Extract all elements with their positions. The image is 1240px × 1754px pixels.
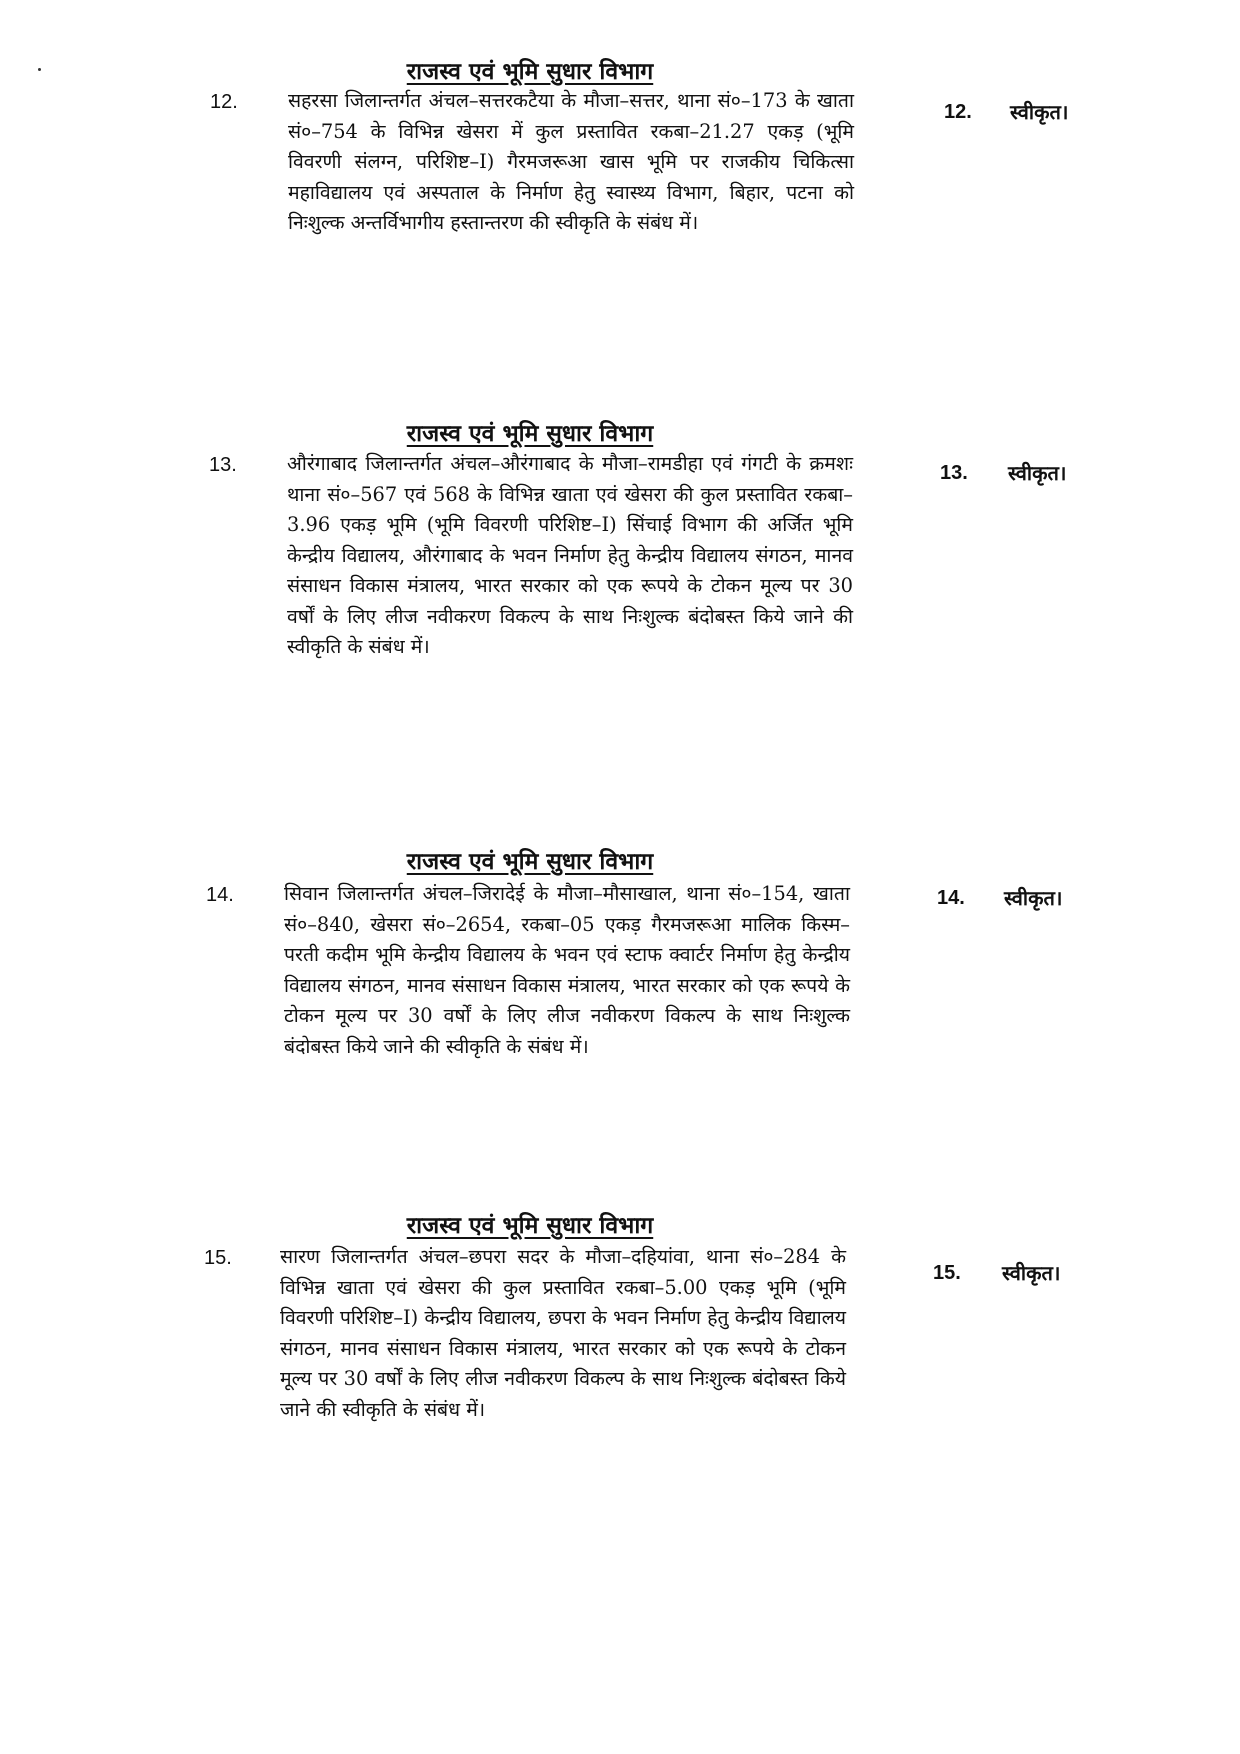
decision-status: स्वीकृत। (1010, 100, 1069, 124)
department-heading: राजस्व एवं भूमि सुधार विभाग (406, 58, 654, 85)
item-number: 14. (206, 884, 234, 906)
item-description: सारण जिलान्तर्गत अंचल–छपरा सदर के मौजा–दहियांवा, थाना सं०–284 के विभिन्न खाता एवं खेसरा की कुल प्रस्तावित रकबा–5.00 एकड़ भूमि (भूमि विवरणी परिशिष्ट–I) केन्द्रीय विद्यालय, छपरा के भवन निर्माण हेतु केन्द्रीय विद्यालय संगठन, मानव संसाधन विकास मंत्रालय, भारत सरकार को एक रूपये के टोकन मूल्य पर 30 वर्षों के लिए लीज नवीकरण विकल्प के साथ निःशुल्क बंदोबस्त किये जाने की स्वीकृति के संबंध में। (280, 1245, 846, 1421)
decision-status: स्वीकृत। (1002, 1261, 1061, 1285)
item-number: 13. (209, 454, 237, 476)
decision-number: 14. (937, 887, 965, 909)
scan-speck (38, 68, 41, 71)
item-description: सहरसा जिलान्तर्गत अंचल–सत्तरकटैया के मौजा–सत्तर, थाना सं०–173 के खाता सं०–754 के विभिन्न खेसरा में कुल प्रस्तावित रकबा–21.27 एकड़ (भूमि विवरणी संलग्न, परिशिष्ट–I) गैरमजरूआ खास भूमि पर राजकीय चिकित्सा महाविद्यालय एवं अस्पताल के निर्माण हेतु स्वास्थ्य विभाग, बिहार, पटना को निःशुल्क अन्तर्विभागीय हस्तान्तरण की स्वीकृति के संबंध में। (288, 89, 854, 234)
item-description: सिवान जिलान्तर्गत अंचल–जिरादेई के मौजा–मौसाखाल, थाना सं०–154, खाता सं०–840, खेसरा सं०–2654, रकबा–05 एकड़ गैरमजरूआ मालिक किस्म–परती कदीम भूमि केन्द्रीय विद्यालय के भवन एवं स्टाफ क्वार्टर निर्माण हेतु केन्द्रीय विद्यालय संगठन, मानव संसाधन विकास मंत्रालय, भारत सरकार को एक रूपये के टोकन मूल्य पर 30 वर्षों के लिए लीज नवीकरण विकल्प के साथ निःशुल्क बंदोबस्त किये जाने की स्वीकृति के संबंध में। (284, 882, 850, 1058)
department-heading: राजस्व एवं भूमि सुधार विभाग (406, 848, 654, 875)
item-number: 12. (210, 91, 238, 113)
decision-number: 12. (944, 101, 972, 123)
department-heading: राजस्व एवं भूमि सुधार विभाग (406, 1212, 654, 1239)
item-number: 15. (204, 1247, 232, 1269)
decision-number: 15. (933, 1262, 961, 1284)
decision-status: स्वीकृत। (1004, 886, 1063, 910)
item-description: औरंगाबाद जिलान्तर्गत अंचल–औरंगाबाद के मौजा–रामडीहा एवं गंगटी के क्रमशः थाना सं०–567 एवं 568 के विभिन्न खाता एवं खेसरा की कुल प्रस्तावित रकबा–3.96 एकड़ भूमि (भूमि विवरणी परिशिष्ट–I) सिंचाई विभाग की अर्जित भूमि केन्द्रीय विद्यालय, औरंगाबाद के भवन निर्माण हेतु केन्द्रीय विद्यालय संगठन, मानव संसाधन विकास मंत्रालय, भारत सरकार को एक रूपये के टोकन मूल्य पर 30 वर्षों के लिए लीज नवीकरण विकल्प के साथ निःशुल्क बंदोबस्त किये जाने की स्वीकृति के संबंध में। (287, 452, 853, 658)
decision-status: स्वीकृत। (1008, 461, 1067, 485)
department-heading: राजस्व एवं भूमि सुधार विभाग (406, 420, 654, 447)
decision-number: 13. (940, 462, 968, 484)
